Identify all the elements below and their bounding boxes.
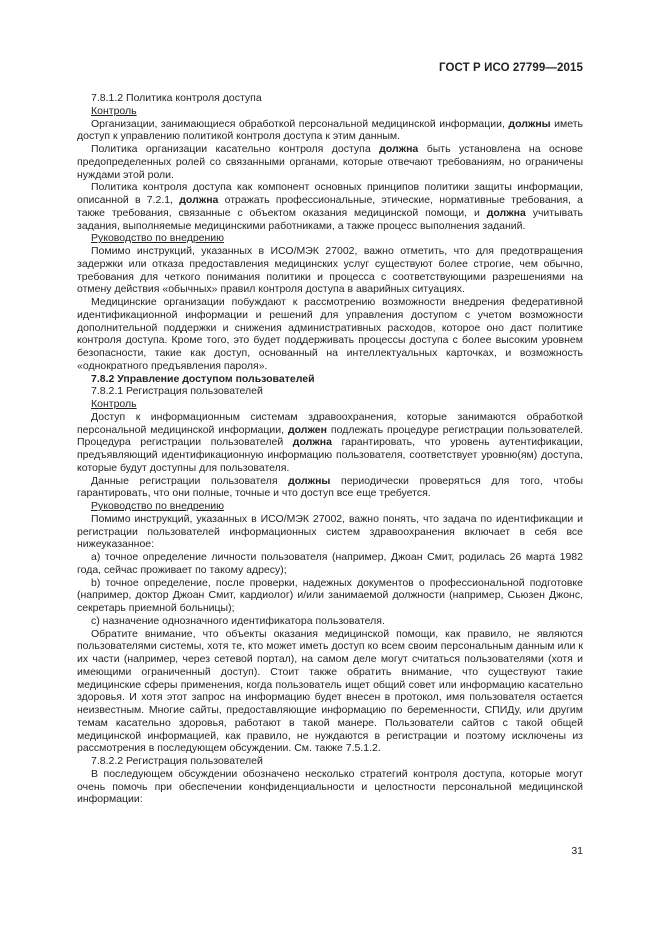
control-label-text: Контроль: [91, 104, 137, 117]
control-label-text: Контроль: [91, 398, 137, 410]
text-run: отражать профессиональные, этические, нормативные требования, а также требования, связанные с объектом оказания медицинской помощи, и: [77, 194, 583, 219]
paragraph: [77, 181, 583, 232]
text-run: иметь доступ к управлению политикой контроля доступа к этим данным.: [77, 117, 583, 143]
emphasis: должна: [179, 194, 219, 206]
text-run: подлежать процедуре регистрации пользователей. Процедура регистрации пользователей: [77, 423, 583, 449]
list-item: с) назначение однозначного идентификатора пользователя.: [91, 614, 385, 627]
section-heading-7-8-2-2: 7.8.2.2 Регистрация пользователей: [91, 755, 263, 767]
text-run: учитывать задания, выполняемые медицинскими работниками, а также процесс выполнения заданий.: [77, 206, 583, 232]
text-run: гарантировать, что уровень аутентификации, предъявляющий идентификационную информацию пользователя, соответствует уровню(ям) доступа, которые будут доступны для пользователя.: [77, 436, 583, 474]
list-item: а) точное определение личности пользователя (например, Джоан Смит, родилась 26 марта 1982 года, сейчас проживает по такому адресу);: [77, 551, 583, 576]
paragraph: [77, 411, 583, 475]
text-run: периодически проверяться для того, чтобы гарантировать, что они полные, точные и что доступ все еще требуется.: [77, 474, 583, 500]
paragraph: [77, 118, 583, 144]
section-heading-7-8-2-1: 7.8.2.1 Регистрация пользователей: [91, 385, 263, 398]
emphasis: должны: [508, 117, 551, 130]
text-run: Политика контроля доступа как компонент основных принципов политики защиты информации, описанной в 7.2.1,: [77, 181, 583, 206]
text-run: быть установлена на основе предопределенных ролей со связанными органами, которые отвечают требованиям, но ограничены нуждами этой роли.: [77, 143, 584, 181]
list-item: b) точное определение, после проверки, надежных документов о профессиональной подготовке (например, доктор Джоан Смит, кардиолог) и/или занимаемой должности (например, Сьюзен Джонс, секретарь приемной больницы);: [77, 576, 583, 614]
paragraph: Помимо инструкций, указанных в ИСО/МЭК 27002, важно понять, что задача по идентификации и регистрации пользователей информационных систем здравоохранения включает в себя все нижеуказанное:: [77, 512, 583, 551]
section-heading-7-8-1-2: 7.8.1.2 Политика контроля доступа: [91, 92, 262, 104]
page-body: [77, 92, 583, 806]
guidance-label-text: Руководство по внедрению: [91, 500, 225, 512]
paragraph: [77, 143, 583, 181]
document-header: ГОСТ Р ИСО 27799—2015: [438, 62, 583, 74]
text-run: Политика организации касательно контроля доступа: [91, 143, 380, 155]
emphasis: должна: [379, 143, 419, 155]
section-heading-7-8-2: 7.8.2 Управление доступом пользователей: [91, 372, 315, 385]
text-run: Доступ к информационным системам здравоохранения, которые занимаются обработкой персональной медицинской информации,: [77, 410, 583, 436]
text-run: Организации, занимающиеся обработкой персональной медицинской информации,: [91, 117, 509, 130]
emphasis: должен: [287, 423, 327, 436]
control-label: [77, 398, 583, 411]
text-run: Данные регистрации пользователя: [91, 474, 289, 487]
paragraph: Обратите внимание, что объекты оказания медицинской помощи, как правило, не являются пользователями системы, хотя те, кто может иметь доступ ко всем своим персональным данным или к их части (например, через сетевой портал), на самом деле могут считаться пользователями (хотя и имеющими ограниченный доступ). Стоит также обратить внимание, что существуют такие медицинские сферы применения, когда пользователь ищет общий совет или информацию касательно здоровья. И хотя этот запрос на информацию будет внесен в протокол, имя пользователя остается неизвестным. Многие сайты, предоставляющие информацию по беременности, СПИДу, или другим темам касательно здоровья, работают в такой манере. Пользователи сайтов с такой общей медицинской информацией, как правило, не нуждаются в регистрации и поэтому исключены из рассмотрения в последующем обсуждении. См. также 7.5.1.2.: [77, 627, 583, 755]
guidance-label: [77, 232, 583, 245]
paragraph: В последующем обсуждении обозначено несколько стратегий контроля доступа, которые могут очень помочь при обеспечении конфиденциальности и целостности персональной медицинской информации:: [77, 767, 583, 806]
page-number: 31: [571, 845, 583, 857]
guidance-label: [77, 500, 583, 513]
emphasis: должна: [486, 206, 526, 219]
guidance-label-text: Руководство по внедрению: [91, 232, 225, 245]
emphasis: должна: [292, 436, 332, 449]
paragraph: [77, 475, 583, 501]
emphasis: должны: [288, 474, 331, 487]
control-label: [77, 105, 583, 118]
paragraph: Помимо инструкций, указанных в ИСО/МЭК 27002, важно отметить, что для предотвращения задержки или отказа предоставления медицинских услуг существуют более строгие, чем обычно, требования для четкого понимания политики и процесса с соответствующими разрешениями на отмену действия «обычных» правил контроля доступа в аварийных ситуациях.: [77, 245, 583, 296]
paragraph: Медицинские организации побуждают к рассмотрению возможности внедрения федеративной идентификационной информации и решений для управления доступом с учетом возможности дополнительной поддержки и снижения административных расходов, которое оно даст политике контроля доступа. Кроме того, это будет поддерживать процессы доступа с более высоким уровнем безопасности, такие как доступ, основанный на интеллектуальных карточках, и возможность «однократного предъявления пароля».: [77, 296, 583, 372]
